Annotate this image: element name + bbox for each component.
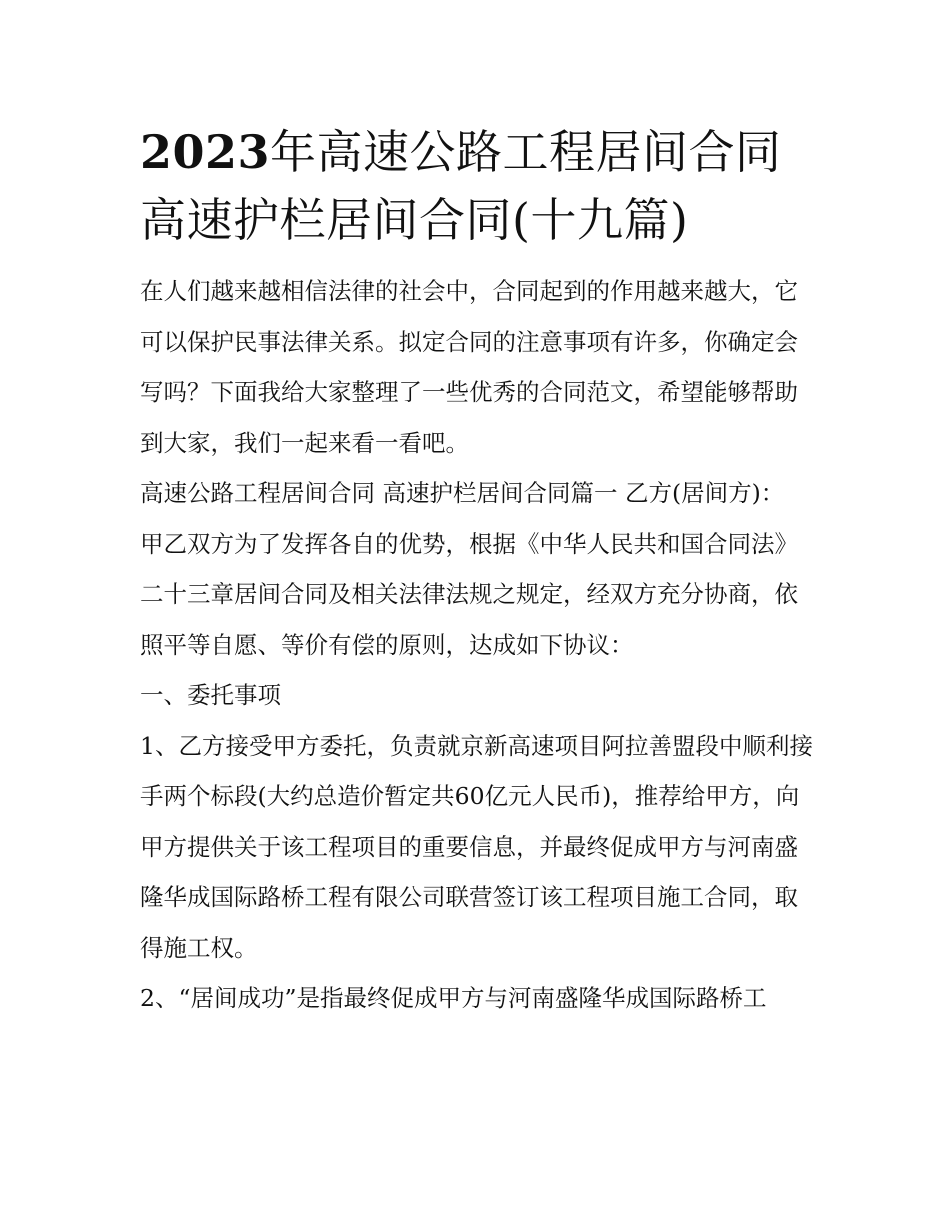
document-title [140, 118, 820, 254]
title-line-1 [140, 125, 782, 179]
document-content [140, 118, 820, 1024]
clause-2: 2、“居间成功”是指最终促成甲方与河南盛隆华成国际路桥工 [140, 984, 767, 1012]
document-body [140, 266, 820, 1024]
paragraph-preamble: 甲乙双方为了发挥各自的优势，根据《中华人民共和国合同法》二十三章居间合同及相关法律法规之规定，经双方充分协商，依照平等自愿、等价有偿的原则，达成如下协议： [140, 529, 798, 659]
title-year: 2023 [140, 125, 271, 179]
clause-1: 1、乙方接受甲方委托，负责就京新高速项目阿拉善盟段中顺利接手两个标段(大约总造价暂定共60亿元人民币)，推荐给甲方，向甲方提供关于该工程项目的重要信息，并最终促成甲方与河南盛隆华成国际路桥工程有限公司联营签订该工程项目施工合同，取得施工权。 [140, 731, 813, 962]
paragraph-intro: 在人们越来越相信法律的社会中，合同起到的作用越来越大，它可以保护民事法律关系。拟定合同的注意事项有许多，你确定会写吗？下面我给大家整理了一些优秀的合同范文，希望能够帮助到大家，我们一起来看一看吧。 [140, 277, 798, 457]
title-line-2: 高速护栏居间合同(十九篇) [140, 193, 689, 247]
title-line-1-text: 年高速公路工程居间合同 [270, 125, 782, 179]
paragraph-heading-party: 高速公路工程居间合同 高速护栏居间合同篇一 乙方(居间方)： [140, 479, 785, 507]
section-heading-entrusted-matters: 一、委托事项 [140, 681, 281, 709]
